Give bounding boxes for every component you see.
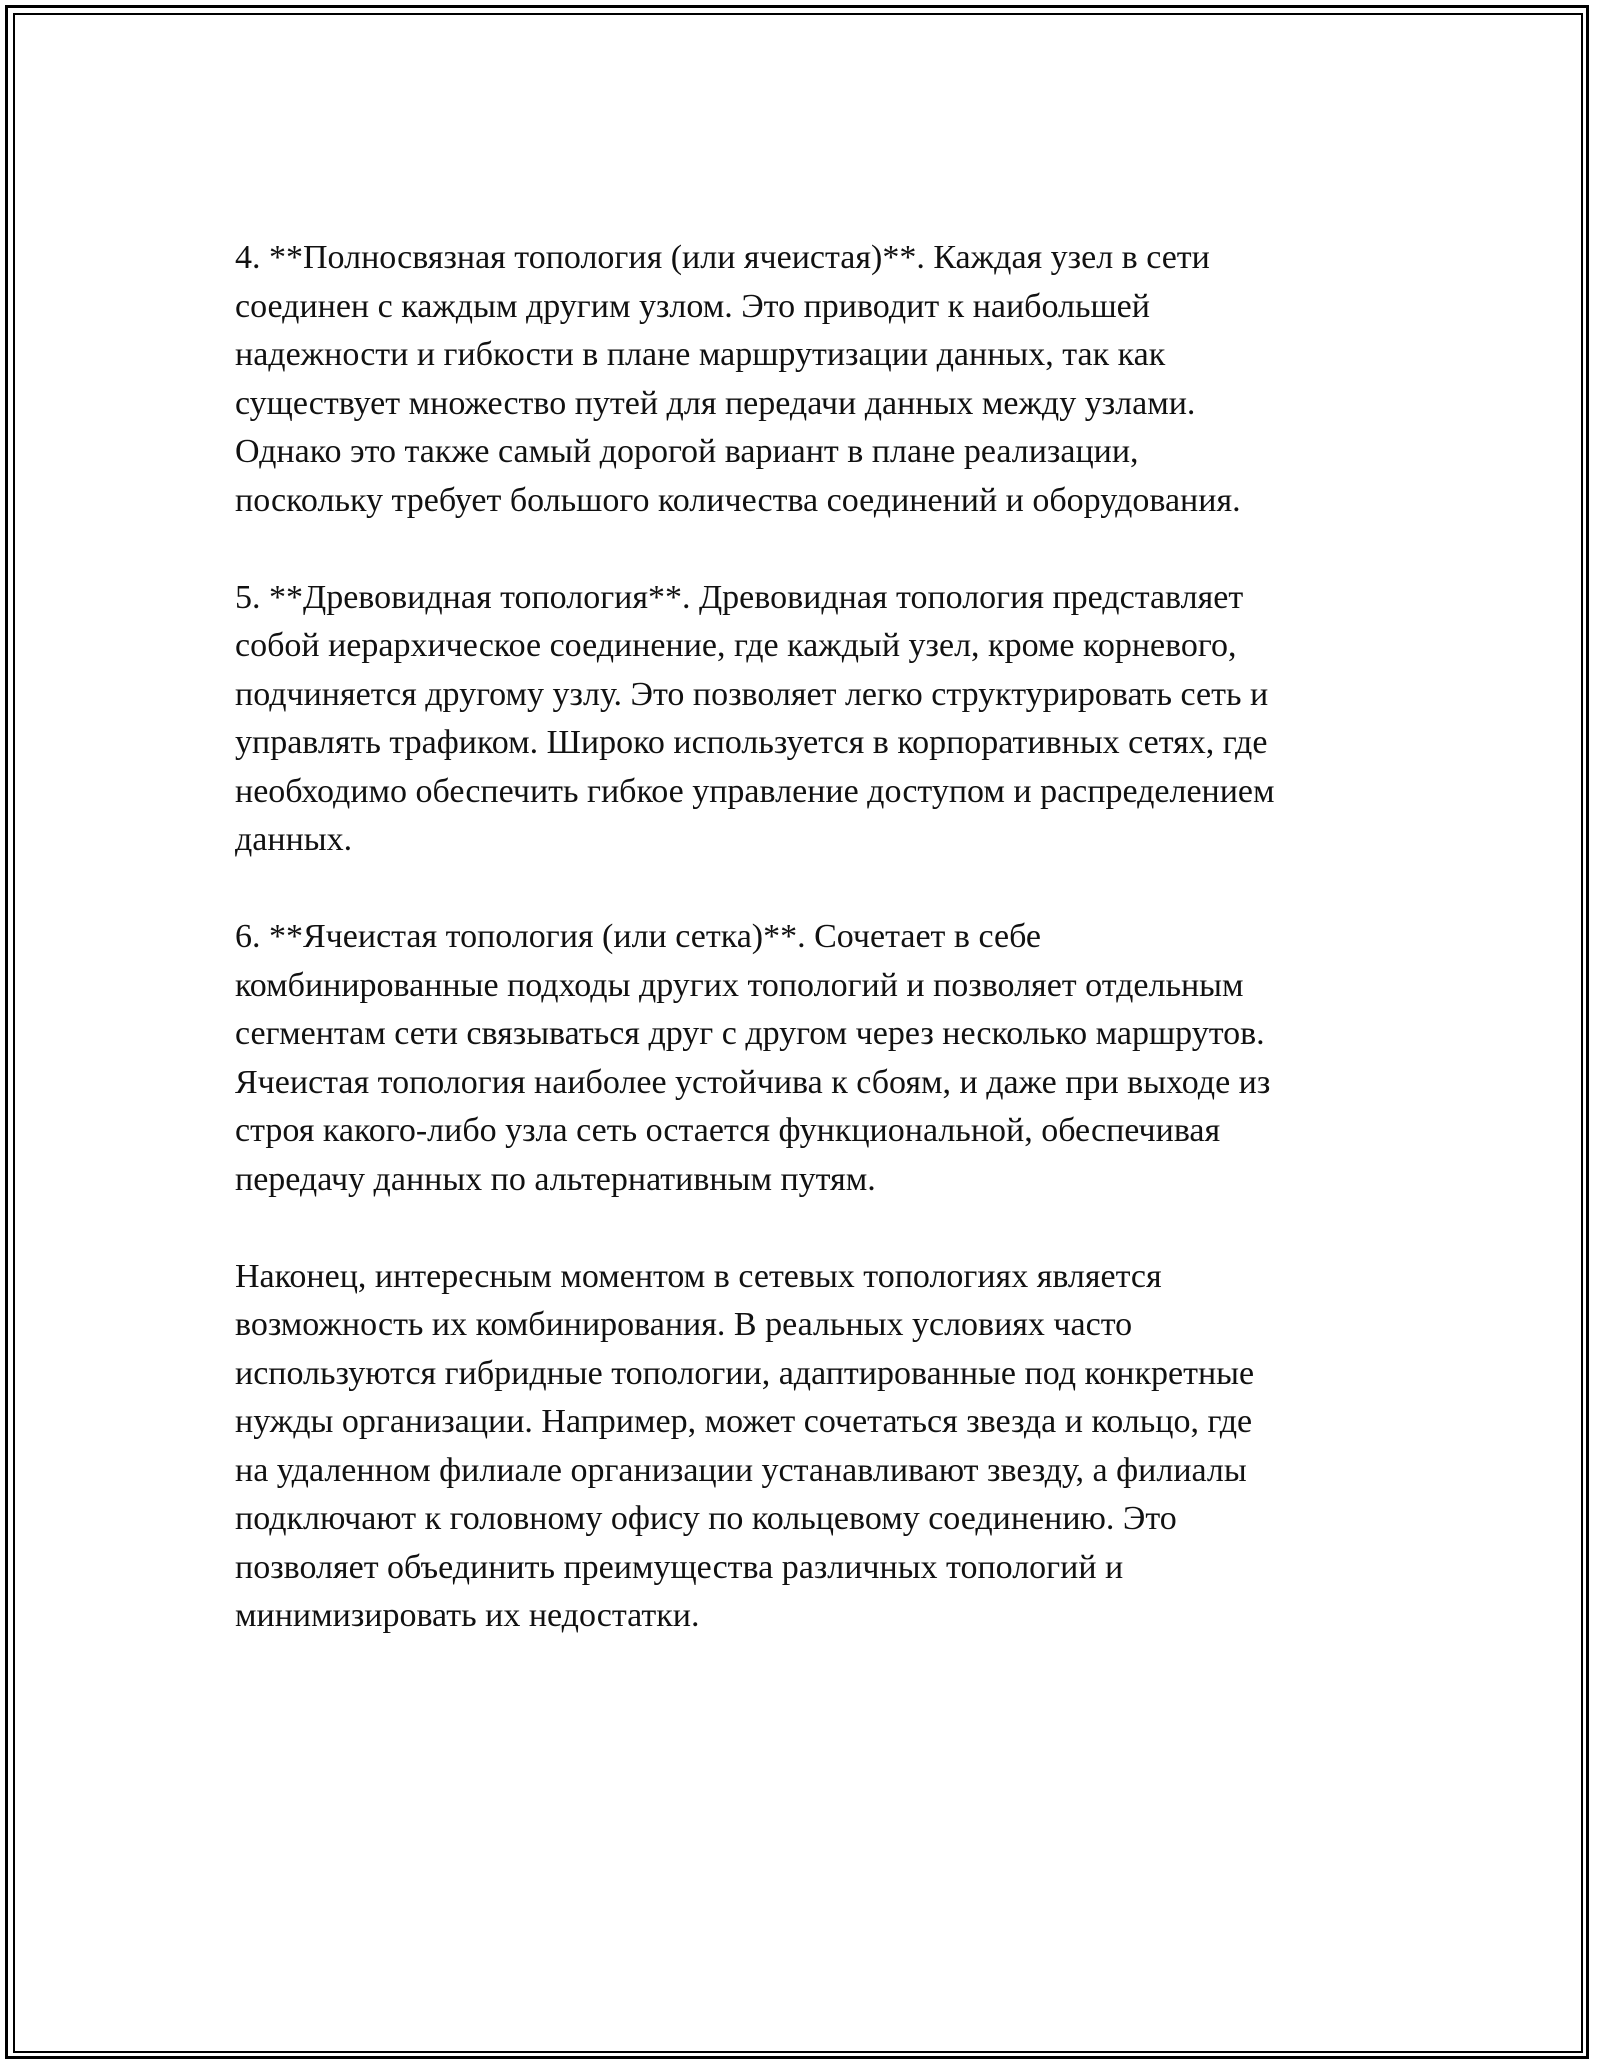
paragraph-full-mesh-topology: 4. **Полносвязная топология (или ячеистая)**. Каждая узел в сети соединен с каждым другим узлом. Это приводит к наибольшей надежности и гибкости в плане маршрутизации данных, так как существует множество путей для передачи данных между узлами. Однако это также самый дорогой вариант в плане реализации, поскольку требует большого количества соединений и оборудования. [235,239,1241,519]
paragraph-mesh-topology: 6. **Ячеистая топология (или сетка)**. Сочетает в себе комбинированные подходы других топологий и позволяет отдельным сегментам сети связываться друг с другом через несколько маршрутов. Ячеистая топология наиболее устойчива к сбоям, и даже при выходе из строя какого-либо узла сеть остается функциональной, обеспечивая передачу данных по альтернативным путям. [235,918,1271,1198]
paragraph-conclusion: Наконец, интересным моментом в сетевых топологиях является возможность их комбинирования. В реальных условиях часто используются гибридные топологии, адаптированные под конкретные нужды организации. Например, может сочетаться звезда и кольцо, где на удаленном филиале организации устанавливают звезду, а филиалы подключают к головному офису по кольцевому соединению. Это позволяет объединить преимущества различных топологий и минимизировать их недостатки. [235,1257,1255,1634]
document-body [235,234,1395,1689]
paragraph-tree-topology: 5. **Древовидная топология**. Древовидная топология представляет собой иерархическое соединение, где каждый узел, кроме корневого, подчиняется другому узлу. Это позволяет легко структурировать сеть и управлять трафиком. Широко используется в корпоративных сетях, где необходимо обеспечить гибкое управление доступом и распределением данных. [235,578,1275,858]
